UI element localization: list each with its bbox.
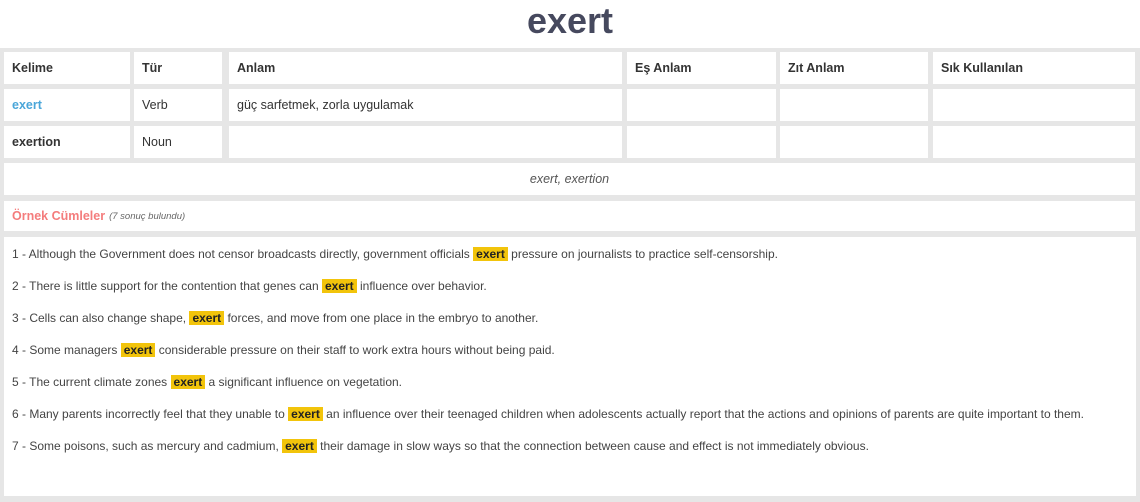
table-row-antonym bbox=[780, 89, 928, 121]
header-anlam: Anlam bbox=[229, 52, 622, 84]
list-item: 5 - The current climate zones exert a significant influence on vegetation. bbox=[12, 375, 403, 389]
highlight-term: exert bbox=[189, 311, 224, 325]
list-item: 4 - Some managers exert considerable pressure on their staff to work extra hours without being paid. bbox=[12, 343, 555, 357]
table-row-frequent bbox=[933, 126, 1135, 158]
table-row-word: exertion bbox=[4, 126, 130, 158]
examples-count: (7 sonuç bulundu) bbox=[109, 210, 186, 222]
highlight-term: exert bbox=[473, 247, 508, 261]
header-kelime: Kelime bbox=[4, 52, 130, 84]
header-zit-anlam: Zıt Anlam bbox=[780, 52, 928, 84]
highlight-term: exert bbox=[288, 407, 323, 421]
examples-header bbox=[4, 201, 1135, 231]
list-item: 1 - Although the Government does not censor broadcasts directly, government officials exert pressure on journalists to practice self-censorship. bbox=[12, 247, 778, 261]
word-table-panel bbox=[0, 48, 1140, 502]
table-row-word-link[interactable]: exert bbox=[4, 89, 130, 121]
example-sentences-list bbox=[4, 237, 1136, 496]
table-row-type: Verb bbox=[134, 89, 222, 121]
table-row-frequent bbox=[933, 89, 1135, 121]
highlight-term: exert bbox=[322, 279, 357, 293]
table-row-type: Noun bbox=[134, 126, 222, 158]
list-item: 7 - Some poisons, such as mercury and cadmium, exert their damage in slow ways so that the connection between cause and effect is not immediately obvious. bbox=[12, 439, 869, 453]
list-item: 3 - Cells can also change shape, exert forces, and move from one place in the embryo to another. bbox=[12, 311, 539, 325]
word-forms: exert, exertion bbox=[4, 163, 1135, 195]
header-es-anlam: Eş Anlam bbox=[627, 52, 776, 84]
examples-title: Örnek Cümleler bbox=[12, 209, 106, 223]
table-row-meaning bbox=[229, 126, 622, 158]
table-row-synonym bbox=[627, 126, 776, 158]
page-title: exert bbox=[526, 0, 614, 41]
header-sik-kullanilan: Sık Kullanılan bbox=[933, 52, 1135, 84]
highlight-term: exert bbox=[282, 439, 317, 453]
highlight-term: exert bbox=[171, 375, 206, 389]
table-row-antonym bbox=[780, 126, 928, 158]
table-row-meaning: güç sarfetmek, zorla uygulamak bbox=[229, 89, 622, 121]
list-item: 2 - There is little support for the contention that genes can exert influence over behavior. bbox=[12, 279, 487, 293]
header-tur: Tür bbox=[134, 52, 222, 84]
list-item: 6 - Many parents incorrectly feel that they unable to exert an influence over their teenaged children when adolescents actually report that the actions and opinions of parents are quite important to them. bbox=[12, 407, 1084, 421]
table-row-synonym bbox=[627, 89, 776, 121]
highlight-term: exert bbox=[121, 343, 156, 357]
